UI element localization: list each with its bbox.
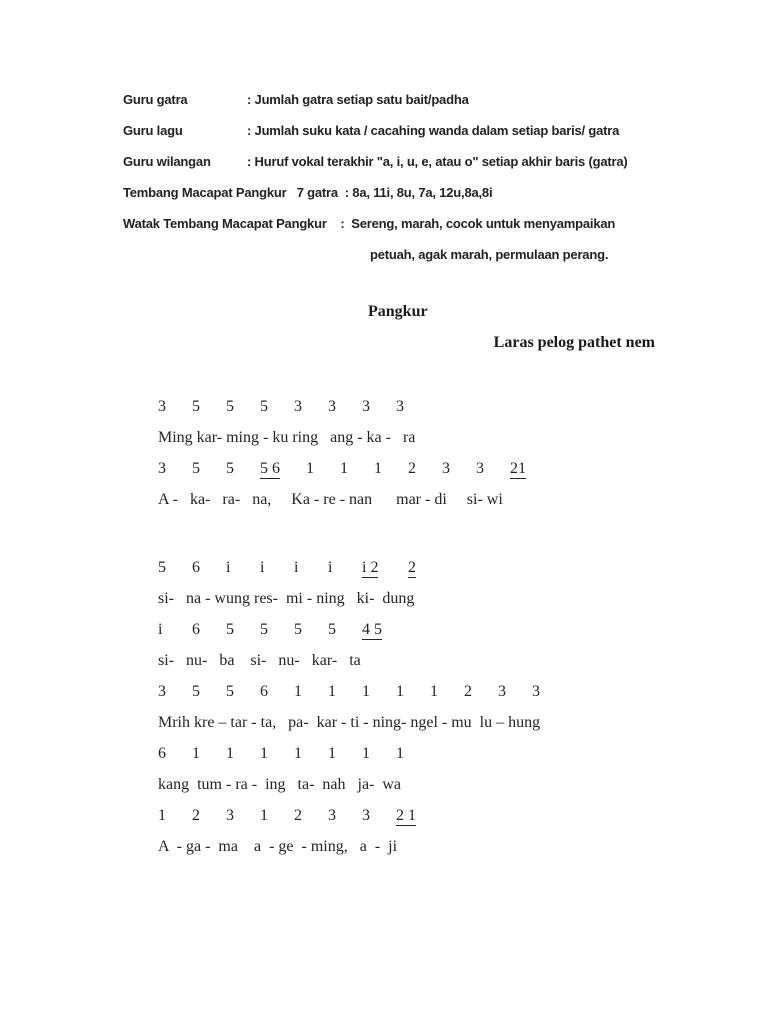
note-token: 1 [158, 807, 166, 824]
note-token: 5 [260, 398, 268, 415]
notation-pair [158, 453, 566, 515]
note-token: 1 [294, 683, 302, 700]
note-line [158, 453, 566, 484]
note-token: 2 [294, 807, 302, 824]
note-token: 1 [362, 745, 370, 762]
note-token-grouped: 4 5 [362, 621, 382, 638]
note-token: i [328, 559, 333, 576]
lyric-line: si- nu- ba si- nu- kar- ta [158, 652, 361, 669]
note-token: 1 [374, 460, 382, 477]
info-label: Guru gatra [123, 92, 188, 107]
lyric-line: Mrih kre – tar - ta, pa- kar - ti - ning- ngel - mu lu – hung [158, 714, 541, 731]
note-token: 3 [158, 398, 166, 415]
note-token: 2 [464, 683, 472, 700]
info-row [123, 115, 728, 146]
info-row [123, 84, 728, 115]
note-token: 3 [362, 807, 370, 824]
notation-pair [158, 614, 566, 676]
note-line [158, 391, 566, 422]
note-token: i [294, 559, 299, 576]
notation-pair [158, 800, 566, 862]
lyric-line: Ming kar- ming - ku ring ang - ka - ra [158, 429, 416, 446]
info-block [123, 84, 728, 177]
note-token: 5 [192, 460, 200, 477]
note-token: 3 [328, 807, 336, 824]
notation-pair [158, 676, 566, 738]
note-token: 3 [396, 398, 404, 415]
note-token: 6 [192, 621, 200, 638]
note-token: 6 [260, 683, 268, 700]
note-token: i [226, 559, 231, 576]
note-line [158, 676, 566, 707]
note-token: 5 [226, 621, 234, 638]
definitions-block [123, 84, 728, 270]
notation-pair [158, 391, 566, 453]
note-token: 1 [430, 683, 438, 700]
note-token: 1 [192, 745, 200, 762]
note-token: 6 [158, 745, 166, 762]
info-label: Guru lagu [123, 123, 183, 138]
note-token: 1 [260, 745, 268, 762]
note-token-grouped: 5 6 [260, 460, 280, 477]
note-line [158, 738, 566, 769]
note-token: 2 [408, 460, 416, 477]
note-token-grouped: 21 [510, 460, 526, 477]
note-token: 1 [396, 745, 404, 762]
lyric-line: kang tum - ra - ing ta- nah ja- wa [158, 776, 402, 793]
note-token: 5 [158, 559, 166, 576]
note-token: 1 [396, 683, 404, 700]
info-row [123, 146, 728, 177]
note-token: 5 [328, 621, 336, 638]
note-token: 1 [340, 460, 348, 477]
page-title: Pangkur [368, 303, 428, 320]
note-token: i [260, 559, 265, 576]
note-token: 3 [532, 683, 540, 700]
note-token: 5 [260, 621, 268, 638]
note-token: 3 [362, 398, 370, 415]
watak-line: Watak Tembang Macapat Pangkur : Sereng, marah, cocok untuk menyampaikan [123, 216, 616, 231]
note-token-grouped: i 2 [362, 559, 379, 576]
note-token: 5 [192, 683, 200, 700]
note-token: 1 [306, 460, 314, 477]
note-token: 3 [158, 683, 166, 700]
notation-pair [158, 552, 566, 614]
laras-subtitle: Laras pelog pathet nem [493, 334, 655, 351]
note-token-grouped: 2 [408, 559, 416, 576]
note-token: 3 [158, 460, 166, 477]
note-token: 3 [442, 460, 450, 477]
info-description: : Jumlah suku kata / cacahing wanda dalam setiap baris/ gatra [247, 123, 620, 138]
note-token: 5 [192, 398, 200, 415]
note-token: 5 [294, 621, 302, 638]
note-token: 2 [192, 807, 200, 824]
info-description: : Huruf vokal terakhir "a, i, u, e, atau o" setiap akhir baris (gatra) [247, 154, 628, 169]
note-token: 3 [498, 683, 506, 700]
note-token: 3 [294, 398, 302, 415]
note-token: 1 [328, 683, 336, 700]
note-token: 3 [476, 460, 484, 477]
note-token: 1 [260, 807, 268, 824]
note-line [158, 552, 566, 583]
lyric-line: si- na - wung res- mi - ning ki- dung [158, 590, 415, 607]
note-token: 5 [226, 683, 234, 700]
note-token: 1 [362, 683, 370, 700]
lyric-line: A - ka- ra- na, Ka - re - nan mar - di si- wi [158, 491, 503, 508]
note-line [158, 614, 566, 645]
note-token: 3 [226, 807, 234, 824]
note-token: 6 [192, 559, 200, 576]
note-token: 1 [226, 745, 234, 762]
note-token: i [158, 621, 163, 638]
watak-continuation-line: petuah, agak marah, permulaan perang. [370, 247, 609, 262]
notation-block [158, 391, 566, 862]
info-description: : Jumlah gatra setiap satu bait/padha [247, 92, 469, 107]
note-token: 3 [328, 398, 336, 415]
note-token: 1 [328, 745, 336, 762]
note-token: 1 [294, 745, 302, 762]
notation-pair [158, 738, 566, 800]
lyric-line: A - ga - ma a - ge - ming, a - ji [158, 838, 398, 855]
note-line [158, 800, 566, 831]
note-token: 5 [226, 460, 234, 477]
tembang-line: Tembang Macapat Pangkur 7 gatra : 8a, 11i, 8u, 7a, 12u,8a,8i [123, 185, 493, 200]
note-token: 5 [226, 398, 234, 415]
info-label: Guru wilangan [123, 154, 211, 169]
note-token-grouped: 2 1 [396, 807, 416, 824]
